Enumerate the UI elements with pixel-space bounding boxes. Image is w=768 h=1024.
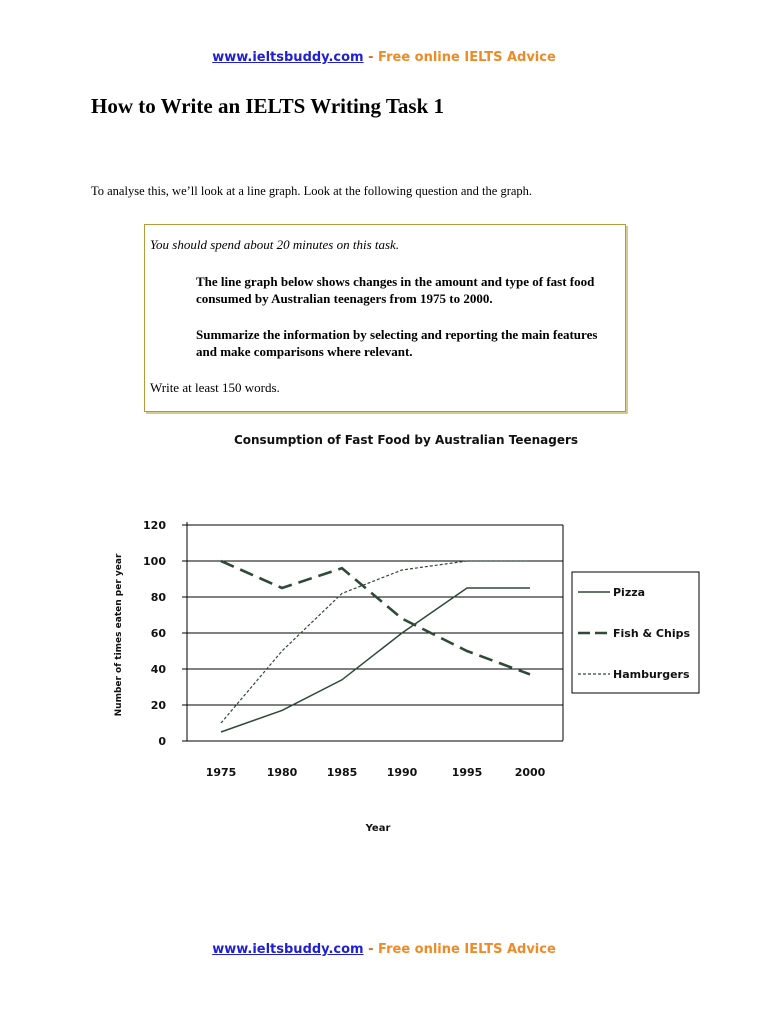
task-summary: Summarize the information by selecting and reporting the main features and make comparisons where relevant.: [196, 327, 598, 359]
legend-label: Pizza: [613, 586, 646, 599]
chart-title: Consumption of Fast Food by Australian Teenagers: [233, 433, 579, 447]
x-tick-label: 2000: [514, 766, 546, 779]
x-tick-label: 1980: [266, 766, 298, 779]
x-tick-label: 1985: [326, 766, 358, 779]
y-tick-label: 80: [150, 591, 166, 604]
task-instruction: You should spend about 20 minutes on this task.: [150, 237, 400, 252]
legend-label: Hamburgers: [613, 668, 690, 681]
y-tick-label: 100: [143, 555, 166, 568]
footer-separator: -: [363, 942, 379, 957]
x-tick-label: 1995: [451, 766, 483, 779]
y-tick-label: 60: [150, 627, 166, 640]
x-tick-label: 1990: [386, 766, 418, 779]
y-tick-label: 40: [150, 663, 166, 676]
header-separator: -: [363, 50, 379, 65]
y-tick-label: 120: [143, 519, 166, 532]
x-axis-label: Year: [365, 823, 391, 834]
x-tick-label: 1975: [205, 766, 237, 779]
task-prompt: The line graph below shows changes in the amount and type of fast food consumed by Australian teenagers from 1975 to 2000.: [196, 274, 595, 306]
site-tagline: Free online IELTS Advice: [378, 50, 556, 65]
task-word-count: Write at least 150 words.: [150, 380, 280, 395]
series-line-pizza: [221, 588, 530, 732]
y-tick-label: 0: [158, 735, 166, 748]
intro-text: To analyse this, we’ll look at a line graph. Look at the following question and the graph.: [91, 184, 533, 198]
site-footer: [0, 942, 768, 957]
footer-tagline: Free online IELTS Advice: [378, 942, 556, 957]
series-line-fish-chips: [221, 561, 530, 674]
series-line-hamburgers: [221, 561, 530, 723]
site-link[interactable]: www.ieltsbuddy.com: [212, 50, 364, 65]
footer-site-link[interactable]: www.ieltsbuddy.com: [212, 942, 364, 957]
legend-label: Fish & Chips: [613, 627, 691, 640]
page-title: How to Write an IELTS Writing Task 1: [91, 94, 445, 118]
y-axis-label: Number of times eaten per year: [114, 553, 124, 717]
y-tick-label: 20: [150, 699, 166, 712]
